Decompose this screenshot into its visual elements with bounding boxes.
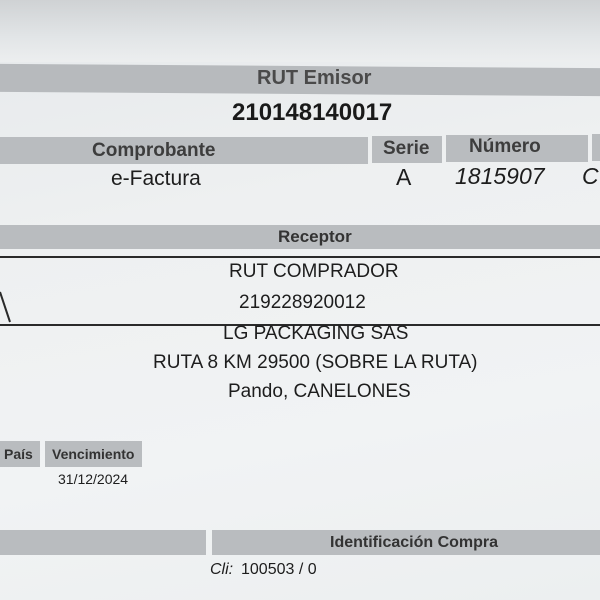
cli-label: Cli: xyxy=(210,561,234,578)
receptor-name: LG PACKAGING SAS xyxy=(223,323,409,344)
receptor-box-corner xyxy=(0,290,20,326)
compra-label: Identificación Compra xyxy=(330,534,499,551)
numero-value: 1815907 xyxy=(455,163,545,189)
rut-emisor-label: RUT Emisor xyxy=(257,67,372,89)
moneda-value: C xyxy=(582,163,599,189)
paper-top-shadow xyxy=(0,0,600,62)
comprobante-header: Comprobante xyxy=(92,140,216,161)
moneda-header-cell xyxy=(592,134,600,161)
comprobante-value: e-Factura xyxy=(111,167,201,190)
pais-label: País xyxy=(4,446,33,462)
serie-header: Serie xyxy=(383,138,430,159)
rut-comprador-label: RUT COMPRADOR xyxy=(229,261,399,282)
cli-value: 100503 / 0 xyxy=(241,561,317,578)
compra-left-cell xyxy=(0,530,206,555)
serie-value: A xyxy=(396,164,412,190)
receptor-city: Pando, CANELONES xyxy=(228,381,411,402)
rut-comprador-value: 219228920012 xyxy=(239,292,366,313)
receptor-label: Receptor xyxy=(278,227,352,246)
numero-header: Número xyxy=(469,136,541,157)
vencimiento-value: 31/12/2024 xyxy=(58,471,129,487)
receptor-address: RUTA 8 KM 29500 (SOBRE LA RUTA) xyxy=(153,352,478,373)
vencimiento-label: Vencimiento xyxy=(52,446,135,462)
rut-emisor-value: 210148140017 xyxy=(232,99,393,126)
